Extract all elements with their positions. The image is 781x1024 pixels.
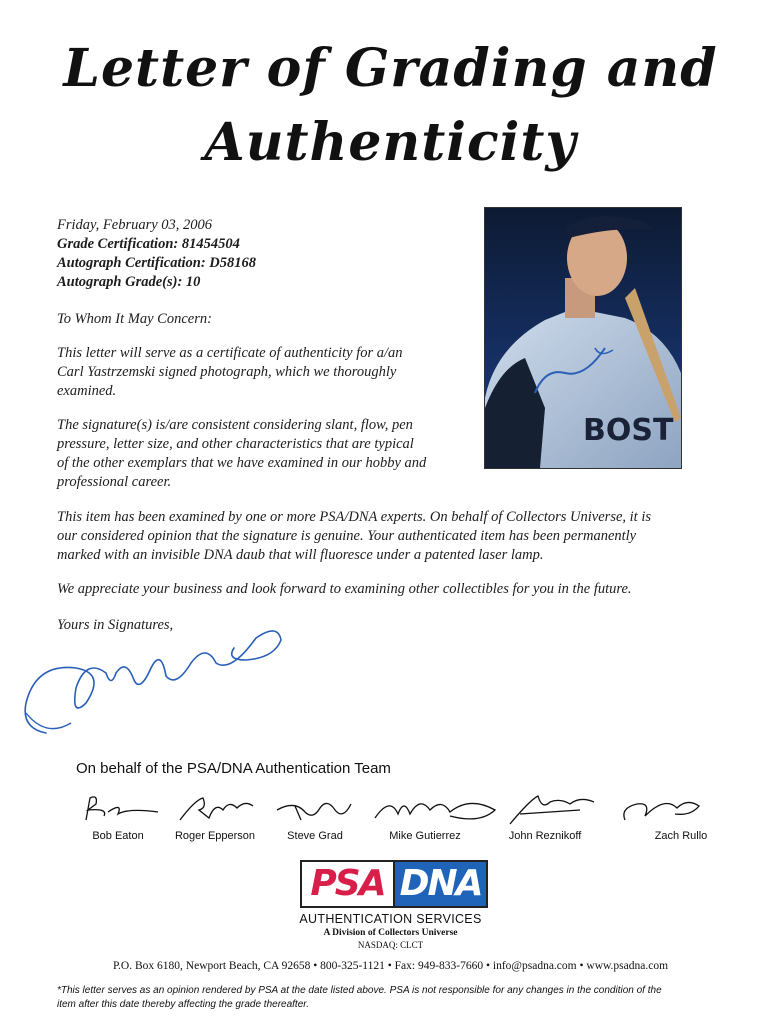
division-note: A Division of Collectors Universe xyxy=(323,928,458,938)
team-member-zach-rullo xyxy=(610,790,720,842)
member-name: John Reznikoff xyxy=(508,830,582,842)
disclaimer-line: item after this date thereby affecting the grade thereafter. xyxy=(57,999,309,1010)
member-signature xyxy=(615,790,715,828)
member-signature xyxy=(370,790,500,828)
signed-photograph xyxy=(484,207,682,469)
member-signature xyxy=(265,790,365,828)
paragraph-appreciation: We appreciate your business and look forward to examining other collectibles for you in the future. xyxy=(57,581,632,597)
player-photo-illustration xyxy=(485,208,681,468)
team-title: On behalf of the PSA/DNA Authentication Team xyxy=(76,760,391,777)
letter-title-line-1: Letter of Grading and xyxy=(63,38,718,99)
certificate-meta xyxy=(57,216,256,292)
contact-address: P.O. Box 6180, Newport Beach, CA 92658 • 800-325-1121 • Fax: 949-833-7660 • info@psadna.com • www.psadna.com xyxy=(112,960,669,972)
authentication-services: AUTHENTICATION SERVICES xyxy=(299,912,482,926)
member-name: Mike Gutierrez xyxy=(389,830,461,842)
team-member-steve-grad xyxy=(260,790,370,842)
salutation: To Whom It May Concern: xyxy=(57,311,212,327)
member-name: Zach Rullo xyxy=(654,830,708,842)
team-member-mike-gutierrez xyxy=(370,790,480,842)
paragraph-line: examined. xyxy=(57,383,117,399)
paragraph-line: The signature(s) is/are consistent considering slant, flow, pen xyxy=(57,417,413,433)
main-signature xyxy=(16,618,296,738)
nasdaq-ticker: NASDAQ: CLCT xyxy=(357,940,424,950)
letter-title-line-2: Authenticity xyxy=(204,112,577,173)
paragraph-line: Carl Yastrzemski signed photograph, which we thoroughly xyxy=(57,364,397,380)
paragraph-line: of the other exemplars that we have examined in our hobby and xyxy=(57,455,427,471)
disclaimer-line: *This letter serves as an opinion rendered by PSA at the date listed above. PSA is not responsible for any changes in the condition of the xyxy=(57,985,662,996)
grade-certification: Grade Certification: 81454504 xyxy=(57,236,240,252)
autograph-grade: Autograph Grade(s): 10 xyxy=(57,274,201,290)
paragraph-line: pressure, letter size, and other characteristics that are typical xyxy=(57,436,414,452)
paragraph-line: our considered opinion that the signature is genuine. Your authenticated item has been permanently xyxy=(57,528,637,544)
jersey-lettering: BOST xyxy=(583,413,674,448)
member-signature xyxy=(68,790,168,828)
paragraph-signature-analysis xyxy=(57,416,426,492)
member-signature xyxy=(165,790,265,828)
dna-logo-text: DNA xyxy=(395,860,488,908)
paragraph-line: This letter will serve as a certificate of authenticity for a/an xyxy=(57,345,403,361)
closing: Yours in Signatures, xyxy=(57,617,174,633)
paragraph-certificate xyxy=(57,344,403,401)
member-signature xyxy=(490,790,610,828)
member-name: Bob Eaton xyxy=(92,830,144,842)
team-member-john-reznikoff xyxy=(490,790,600,842)
paragraph-line: This item has been examined by one or more PSA/DNA experts. On behalf of Collectors Universe, it is xyxy=(57,509,652,525)
paragraph-line: professional career. xyxy=(57,474,172,490)
member-name: Roger Epperson xyxy=(174,830,256,842)
psa-logo-text: PSA xyxy=(300,860,395,908)
team-member-roger-epperson xyxy=(160,790,270,842)
member-name: Steve Grad xyxy=(287,830,343,842)
paragraph-line: marked with an invisible DNA daub that will fluoresce under a patented laser lamp. xyxy=(57,547,544,563)
paragraph-examination xyxy=(57,508,651,565)
disclaimer xyxy=(57,984,717,1012)
psa-dna-logo xyxy=(300,860,488,908)
letter-date: Friday, February 03, 2006 xyxy=(57,217,213,233)
team-member-bob-eaton xyxy=(63,790,173,842)
autograph-certification: Autograph Certification: D58168 xyxy=(57,255,256,271)
